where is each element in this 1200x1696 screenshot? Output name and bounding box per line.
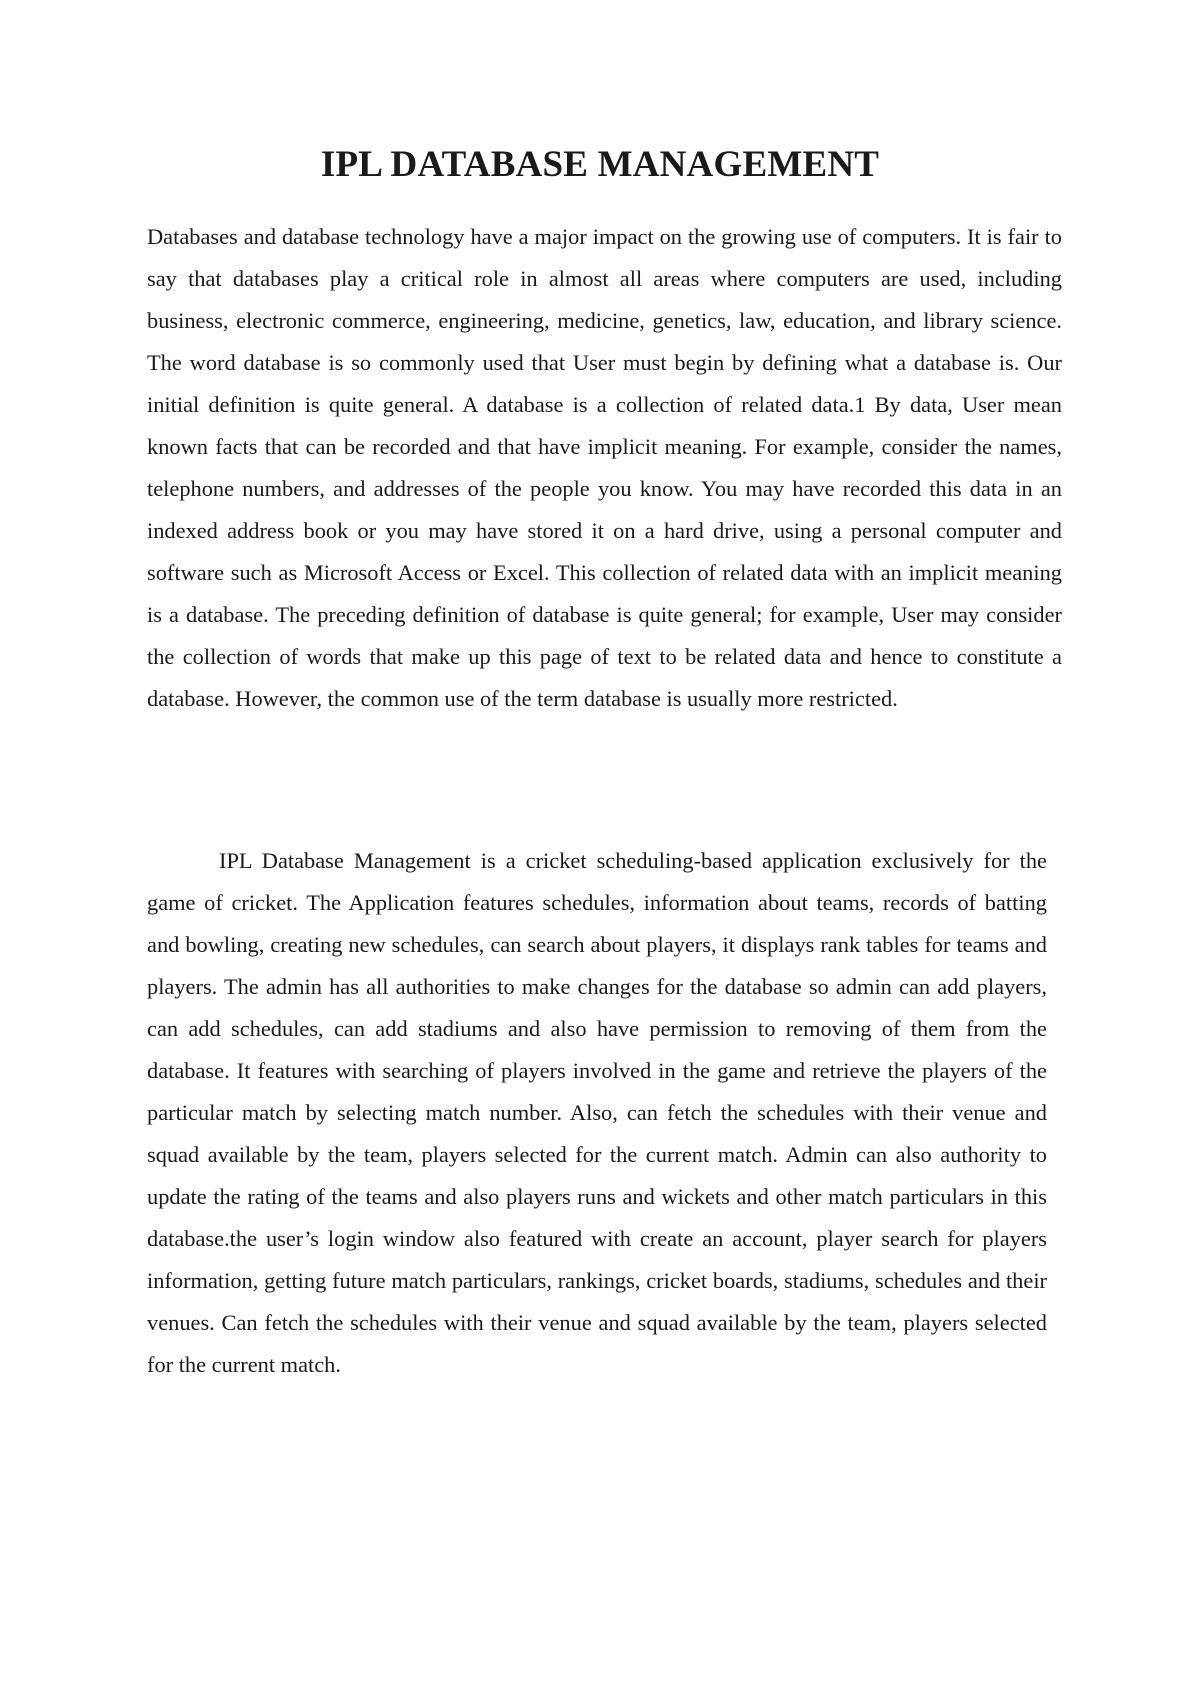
document-title: IPL DATABASE MANAGEMENT [320,144,880,185]
intro-paragraph: Databases and database technology have a major impact on the growing use of computers. It is fair to say that databases play a critical role in almost all areas where computers are used, including business, electronic commerce, engineering, medicine, genetics, law, education, and library science. The word database is so commonly used that User must begin by defining what a database is. Our initial definition is quite general. A database is a collection of related data.1 By data, User mean known facts that can be recorded and that have implicit meaning. For example, consider the names, telephone numbers, and addresses of the people you know. You may have recorded this data in an indexed address book or you may have stored it on a hard drive, using a personal computer and software such as Microsoft Access or Excel. This collection of related data with an implicit meaning is a database. The preceding definition of database is quite general; for example, User may consider the collection of words that make up this page of text to be related data and hence to constitute a database. However, the common use of the term database is usually more restricted. [147,224,1062,711]
application-description-paragraph: IPL Database Management is a cricket scheduling-based application exclusively for the game of cricket. The Application features schedules, information about teams, records of batting and bowling, creating new schedules, can search about players, it displays rank tables for teams and players. The admin has all authorities to make changes for the database so admin can add players, can add schedules, can add stadiums and also have permission to removing of them from the database. It features with searching of players involved in the game and retrieve the players of the particular match by selecting match number. Also, can fetch the schedules with their venue and squad available by the team, players selected for the current match. Admin can also authority to update the rating of the teams and also players runs and wickets and other match particulars in this database.the user’s login window also featured with create an account, player search for players information, getting future match particulars, rankings, cricket boards, stadiums, schedules and their venues. Can fetch the schedules with their venue and squad available by the team, players selected for the current match. [147,848,1047,1377]
